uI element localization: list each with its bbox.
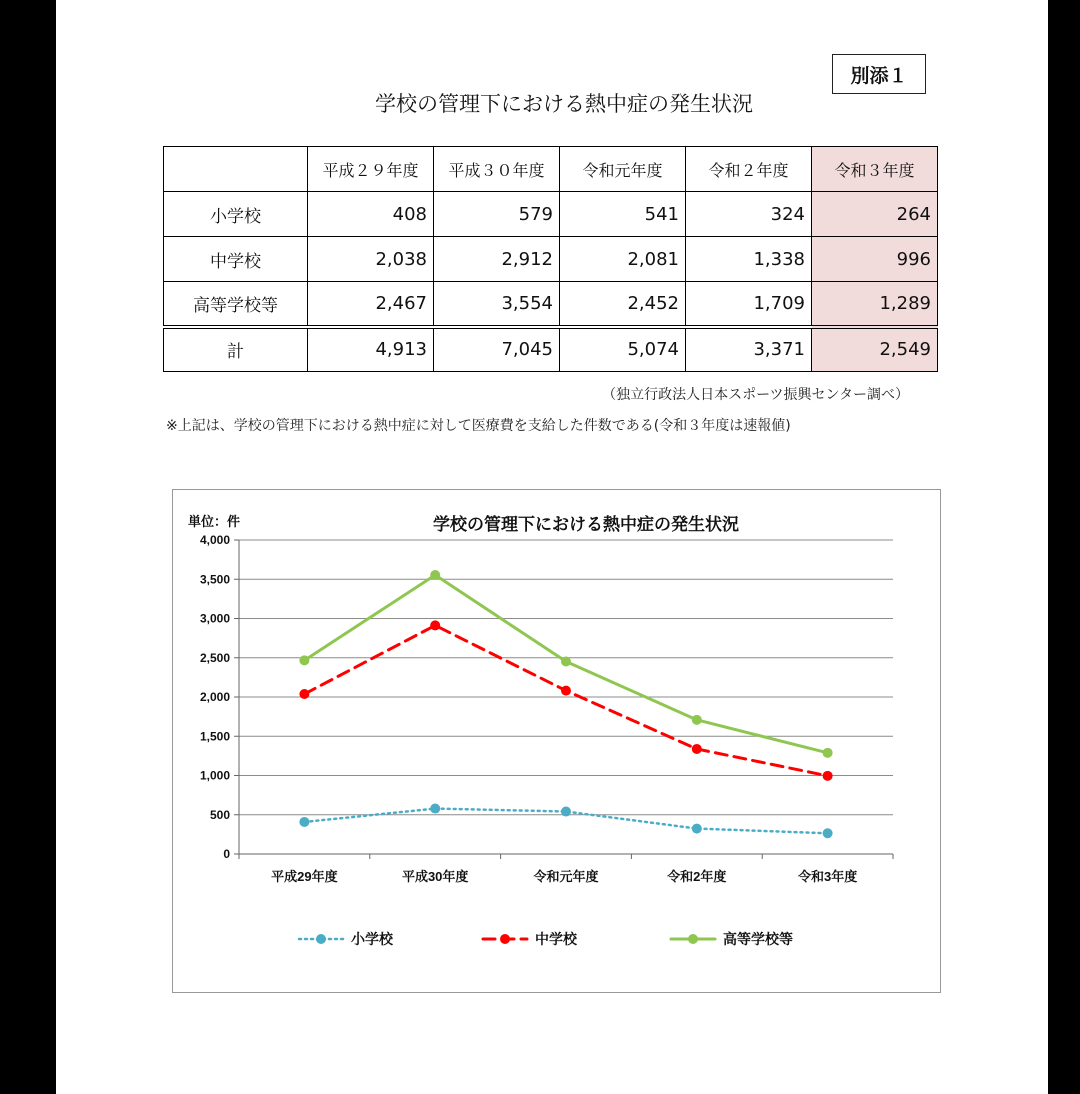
data-point-0 [299,817,309,827]
table-cell: 541 [560,192,686,237]
table-row [164,282,938,327]
table-cell-highlight: 1,289 [812,282,938,327]
row-label: 小学校 [164,192,308,237]
legend-marker-2 [688,934,698,944]
table-cell: 3,371 [686,327,812,372]
unit-label: 単位：件 [188,514,241,529]
table-corner-cell [164,147,308,192]
series-line-1 [304,625,827,775]
table-cell-highlight: 2,549 [812,327,938,372]
table-total-row [164,327,938,372]
table-cell: 1,709 [686,282,812,327]
data-point-0 [692,824,702,834]
y-tick-label: 3,000 [199,611,230,626]
table-header-row [164,147,938,192]
data-point-1 [430,620,440,630]
document-page [56,0,1048,1094]
table-cell: 579 [434,192,560,237]
table-cell: 2,912 [434,237,560,282]
statistics-table [163,146,938,372]
table-cell-highlight: 264 [812,192,938,237]
attachment-label: 別添１ [832,54,926,94]
legend-label: 中学校 [535,931,577,947]
row-label: 中学校 [164,237,308,282]
table-cell-highlight: 996 [812,237,938,282]
x-tick-label: 平成29年度 [271,869,338,884]
data-point-1 [823,771,833,781]
table-cell: 7,045 [434,327,560,372]
y-tick-label: 500 [209,807,230,822]
data-point-1 [299,689,309,699]
legend-label: 高等学校等 [723,931,793,947]
data-point-1 [561,686,571,696]
x-tick-label: 令和元年度 [533,869,599,884]
legend-marker-1 [500,934,510,944]
column-header: 平成２９年度 [308,147,434,192]
data-point-1 [692,744,702,754]
y-tick-label: 2,000 [199,690,230,704]
chart-frame [172,489,941,993]
legend-marker-0 [316,934,326,944]
footnote: ※上記は、学校の管理下における熱中症に対して医療費を支給した件数である(令和３年度は速報値) [166,418,791,434]
table-cell: 324 [686,192,812,237]
legend-label: 小学校 [351,931,393,947]
y-tick-label: 2,500 [199,650,230,665]
table-cell: 3,554 [434,282,560,327]
y-tick-label: 1,000 [199,768,230,783]
table-row [164,237,938,282]
table-cell: 2,081 [560,237,686,282]
data-point-0 [430,804,440,814]
data-point-0 [823,828,833,838]
data-point-2 [561,657,571,667]
table-cell: 1,338 [686,237,812,282]
row-label: 計 [164,327,308,372]
data-point-2 [692,715,702,725]
row-label: 高等学校等 [164,282,308,327]
x-tick-label: 平成30年度 [401,869,469,884]
table-cell: 4,913 [308,327,434,372]
column-header-highlight: 令和３年度 [812,147,938,192]
column-header: 令和元年度 [560,147,686,192]
table-cell: 2,467 [308,282,434,327]
table-cell: 2,452 [560,282,686,327]
column-header: 令和２年度 [686,147,812,192]
table-row [164,192,938,237]
table-cell: 408 [308,192,434,237]
y-tick-label: 0 [223,847,230,861]
source-note: （独立行政法人日本スポーツ振興センター調べ） [602,387,909,403]
x-tick-label: 令和2年度 [667,869,727,884]
column-header: 平成３０年度 [434,147,560,192]
table-cell: 5,074 [560,327,686,372]
chart-title: 学校の管理下における熱中症の発生状況 [433,515,739,534]
x-tick-label: 令和3年度 [797,869,858,884]
y-tick-label: 3,500 [199,572,230,587]
table-cell: 2,038 [308,237,434,282]
data-point-0 [561,807,571,817]
data-point-2 [299,655,309,665]
y-tick-label: 4,000 [199,533,230,547]
document-title: 学校の管理下における熱中症の発生状況 [375,92,753,116]
data-point-2 [430,570,440,580]
y-tick-label: 1,500 [199,729,230,744]
line-chart [173,490,940,992]
data-point-2 [823,748,833,758]
